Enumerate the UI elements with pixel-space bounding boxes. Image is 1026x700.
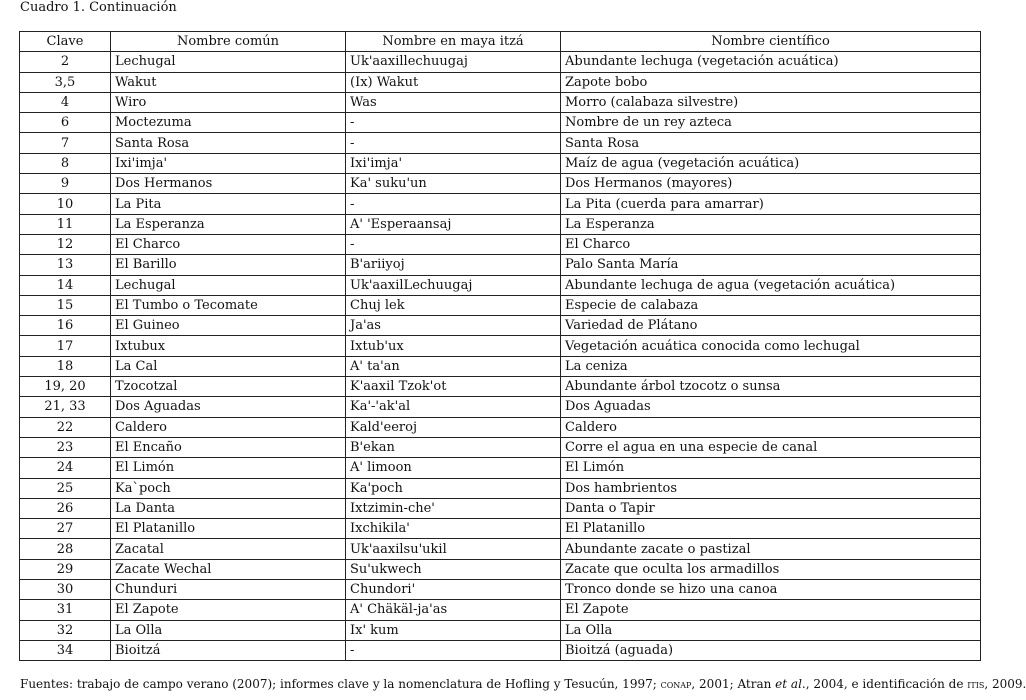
cell-nombre-cientifico: Tronco donde se hizo una canoa [561,580,981,600]
cell-nombre-comun: Wiro [111,92,346,112]
cell-clave: 23 [20,437,111,457]
header-clave: Clave [20,32,111,52]
table-row [20,316,981,336]
table-row [20,356,981,376]
cell-nombre-cientifico: Dos hambrientos [561,478,981,498]
cell-nombre-maya: B'ariiyoj [346,255,561,275]
cell-nombre-comun: Ixtubux [111,336,346,356]
header-nombre-comun: Nombre común [111,32,346,52]
cell-nombre-comun: Bioitzá [111,640,346,660]
cell-nombre-cientifico: Morro (calabaza silvestre) [561,92,981,112]
table-row [20,498,981,518]
cell-nombre-maya: - [346,113,561,133]
cell-nombre-comun: Ka`poch [111,478,346,498]
cell-nombre-maya: Ka'poch [346,478,561,498]
footnote-part-1: Fuentes: trabajo de campo verano (2007); informes clave y la nomenclatura de Hofling y Tesucún, 1997; [20,677,661,691]
table-row [20,255,981,275]
table-row [20,397,981,417]
table-row [20,234,981,254]
cell-clave: 31 [20,600,111,620]
cell-nombre-comun: El Barillo [111,255,346,275]
table-row [20,174,981,194]
table-row [20,559,981,579]
cell-nombre-comun: Zacate Wechal [111,559,346,579]
cell-nombre-maya: K'aaxil Tzok'ot [346,377,561,397]
cell-nombre-cientifico: Abundante lechuga de agua (vegetación acuática) [561,275,981,295]
cell-nombre-comun: Santa Rosa [111,133,346,153]
cell-clave: 28 [20,539,111,559]
cell-clave: 11 [20,214,111,234]
table-header-row [20,32,981,52]
cell-nombre-comun: El Platanillo [111,519,346,539]
cell-clave: 25 [20,478,111,498]
table-row [20,640,981,660]
cell-nombre-comun: La Danta [111,498,346,518]
cell-clave: 13 [20,255,111,275]
table-row [20,153,981,173]
footnote-part-3: ., 2004, e identificación de [801,677,968,691]
cell-clave: 2 [20,52,111,72]
table-row [20,620,981,640]
cell-clave: 4 [20,92,111,112]
table-row [20,458,981,478]
cell-nombre-comun: Dos Aguadas [111,397,346,417]
cell-nombre-comun: Chunduri [111,580,346,600]
cell-nombre-maya: Ka'-'ak'al [346,397,561,417]
cell-clave: 12 [20,234,111,254]
cell-nombre-maya: Ja'as [346,316,561,336]
sources-footnote [20,676,1026,693]
cell-clave: 27 [20,519,111,539]
header-nombre-cientifico: Nombre científico [561,32,981,52]
cell-clave: 9 [20,174,111,194]
cell-nombre-maya: Su'ukwech [346,559,561,579]
table-row [20,437,981,457]
cell-nombre-cientifico: Abundante zacate o pastizal [561,539,981,559]
cell-nombre-comun: Wakut [111,72,346,92]
cell-nombre-comun: Ixi'imja' [111,153,346,173]
cell-nombre-cientifico: Vegetación acuática conocida como lechugal [561,336,981,356]
cell-clave: 7 [20,133,111,153]
cell-nombre-cientifico: Danta o Tapir [561,498,981,518]
cell-nombre-cientifico: La Olla [561,620,981,640]
cell-clave: 17 [20,336,111,356]
cell-clave: 30 [20,580,111,600]
cell-clave: 34 [20,640,111,660]
cell-clave: 21, 33 [20,397,111,417]
cell-nombre-maya: - [346,640,561,660]
cell-nombre-cientifico: La Pita (cuerda para amarrar) [561,194,981,214]
table-row [20,92,981,112]
cell-nombre-comun: El Charco [111,234,346,254]
cell-nombre-cientifico: Bioitzá (aguada) [561,640,981,660]
cell-nombre-cientifico: Abundante lechuga (vegetación acuática) [561,52,981,72]
cell-nombre-cientifico: El Zapote [561,600,981,620]
footnote-itis: itis [967,678,985,691]
cell-nombre-maya: Ixchikila' [346,519,561,539]
cell-nombre-maya: Chundori' [346,580,561,600]
table-row [20,600,981,620]
cell-nombre-cientifico: El Limón [561,458,981,478]
table-row [20,72,981,92]
cell-nombre-cientifico: El Platanillo [561,519,981,539]
cell-nombre-maya: Uk'aaxillechuugaj [346,52,561,72]
cell-clave: 14 [20,275,111,295]
cell-nombre-cientifico: La ceniza [561,356,981,376]
footnote-conap: conap [660,678,692,691]
cell-nombre-maya: A' limoon [346,458,561,478]
header-nombre-maya: Nombre en maya itzá [346,32,561,52]
cell-nombre-maya: - [346,234,561,254]
table-row [20,519,981,539]
cell-clave: 6 [20,113,111,133]
footnote-part-4: , 2009. [984,677,1026,691]
cell-nombre-comun: Lechugal [111,275,346,295]
cell-nombre-maya: Ixtub'ux [346,336,561,356]
cell-nombre-maya: A' 'Esperaansaj [346,214,561,234]
cell-clave: 8 [20,153,111,173]
table-body [20,52,981,661]
cell-nombre-comun: El Zapote [111,600,346,620]
cell-clave: 32 [20,620,111,640]
cell-nombre-cientifico: Corre el agua en una especie de canal [561,437,981,457]
footnote-et-al: et al [775,677,802,691]
cell-nombre-comun: Zacatal [111,539,346,559]
cell-nombre-maya: Ixi'imja' [346,153,561,173]
footnote-part-2: , 2001; Atran [691,677,776,691]
table-row [20,113,981,133]
table-row [20,295,981,315]
cell-nombre-cientifico: Nombre de un rey azteca [561,113,981,133]
cell-clave: 15 [20,295,111,315]
cell-nombre-comun: El Limón [111,458,346,478]
cell-nombre-comun: Lechugal [111,52,346,72]
cell-nombre-cientifico: Dos Aguadas [561,397,981,417]
cell-nombre-cientifico: Palo Santa María [561,255,981,275]
cell-nombre-cientifico: Especie de calabaza [561,295,981,315]
table-row [20,478,981,498]
cell-clave: 22 [20,417,111,437]
table-row [20,580,981,600]
cell-nombre-maya: Ixtzimin-che' [346,498,561,518]
cell-clave: 19, 20 [20,377,111,397]
cell-nombre-comun: Tzocotzal [111,377,346,397]
cell-nombre-comun: Caldero [111,417,346,437]
table-row [20,52,981,72]
cell-nombre-comun: La Esperanza [111,214,346,234]
cell-nombre-cientifico: Dos Hermanos (mayores) [561,174,981,194]
cell-nombre-maya: - [346,133,561,153]
cell-nombre-cientifico: Abundante árbol tzocotz o sunsa [561,377,981,397]
cell-nombre-maya: (Ix) Wakut [346,72,561,92]
cell-nombre-maya: A' Chäkäl-ja'as [346,600,561,620]
table-row [20,194,981,214]
cell-nombre-cientifico: Variedad de Plátano [561,316,981,336]
cell-nombre-maya: Was [346,92,561,112]
cell-nombre-comun: Dos Hermanos [111,174,346,194]
cell-clave: 26 [20,498,111,518]
cell-clave: 18 [20,356,111,376]
cell-nombre-comun: El Tumbo o Tecomate [111,295,346,315]
cell-nombre-comun: La Pita [111,194,346,214]
cell-nombre-cientifico: El Charco [561,234,981,254]
cell-nombre-cientifico: Zapote bobo [561,72,981,92]
cell-nombre-maya: A' ta'an [346,356,561,376]
cell-nombre-maya: Ix' kum [346,620,561,640]
cell-nombre-cientifico: Zacate que oculta los armadillos [561,559,981,579]
cell-nombre-maya: Kald'eeroj [346,417,561,437]
cell-nombre-comun: La Cal [111,356,346,376]
species-table [19,31,981,661]
cell-nombre-maya: B'ekan [346,437,561,457]
cell-clave: 3,5 [20,72,111,92]
table-row [20,417,981,437]
cell-nombre-maya: Uk'aaxilsu'ukil [346,539,561,559]
table-row [20,133,981,153]
table-row [20,275,981,295]
table-row [20,377,981,397]
cell-nombre-maya: Uk'aaxilLechuugaj [346,275,561,295]
table-caption: Cuadro 1. Continuación [20,0,177,15]
cell-nombre-comun: Moctezuma [111,113,346,133]
cell-nombre-comun: El Guineo [111,316,346,336]
cell-clave: 10 [20,194,111,214]
table-row [20,539,981,559]
cell-nombre-cientifico: Santa Rosa [561,133,981,153]
cell-nombre-comun: El Encaño [111,437,346,457]
cell-clave: 16 [20,316,111,336]
cell-nombre-maya: Chuj lek [346,295,561,315]
cell-nombre-cientifico: Maíz de agua (vegetación acuática) [561,153,981,173]
cell-nombre-cientifico: Caldero [561,417,981,437]
cell-nombre-maya: Ka' suku'un [346,174,561,194]
table-row [20,214,981,234]
cell-nombre-comun: La Olla [111,620,346,640]
cell-clave: 24 [20,458,111,478]
cell-nombre-maya: - [346,194,561,214]
cell-clave: 29 [20,559,111,579]
table-row [20,336,981,356]
cell-nombre-cientifico: La Esperanza [561,214,981,234]
